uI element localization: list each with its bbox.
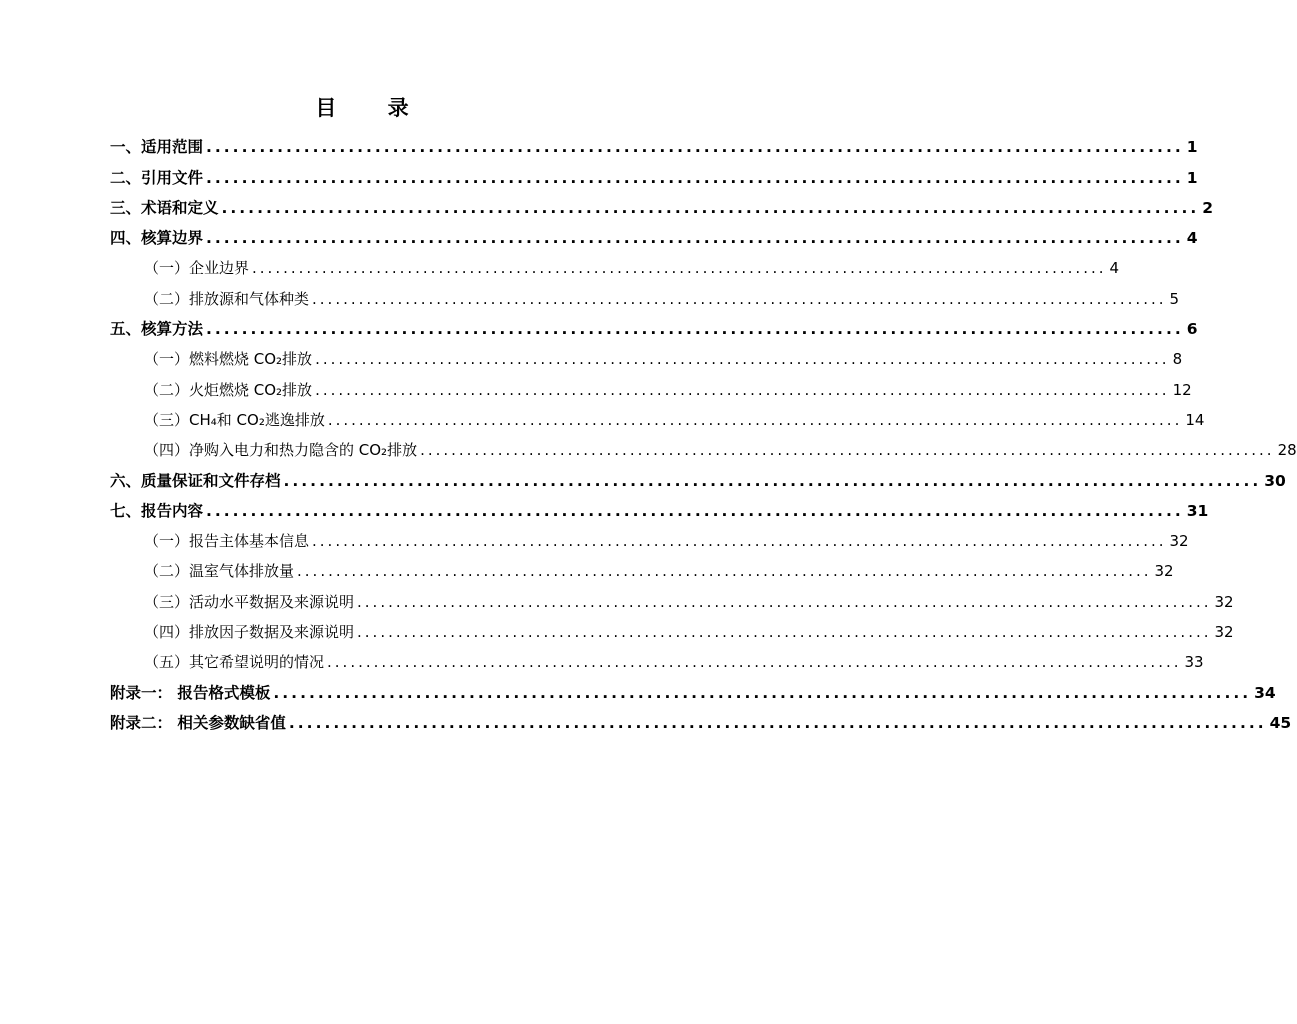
toc-page-number: 28 [1277,441,1297,460]
toc-entry-label: （二）火炬燃烧 CO₂排放 [144,380,313,399]
dot-leader: .............................................................................................................. [420,441,1275,460]
toc-entry-label: 一、适用范围 [110,138,204,157]
toc-subentry[interactable] [110,617,1234,647]
dot-leader: .............................................................................................................. [283,471,1262,490]
toc-subentry[interactable] [110,405,1205,435]
dot-leader: .............................................................................................................. [357,623,1212,642]
toc-subentry[interactable] [110,586,1234,616]
toc-page-number: 8 [1172,350,1183,369]
toc-page-number: 32 [1214,623,1234,642]
toc-entry-label: （五）其它希望说明的情况 [144,653,325,672]
toc-page-number: 6 [1186,320,1198,339]
toc-page-number: 5 [1169,289,1180,308]
toc-page-number: 12 [1172,380,1192,399]
toc-subentry[interactable] [110,435,1297,465]
dot-leader: .............................................................................................................. [315,380,1170,399]
toc-subentry[interactable] [110,374,1192,404]
toc-entry[interactable] [110,496,1209,526]
dot-leader: .............................................................................................................. [206,138,1184,157]
toc-entry-label: 六、质量保证和文件存档 [110,471,281,490]
toc-entry-label: （四）排放因子数据及来源说明 [144,623,355,642]
toc-entry[interactable] [110,677,1276,707]
page-title: 目 录 [315,96,431,120]
dot-leader: .............................................................................................................. [315,350,1170,369]
dot-leader: .............................................................................................................. [327,410,1183,429]
toc-subentry[interactable] [110,344,1183,374]
toc-entry-label: （三）CH₄和 CO₂逃逸排放 [144,410,325,429]
toc-entry[interactable] [110,162,1198,192]
toc-entry[interactable] [110,465,1286,495]
toc-page-number: 32 [1154,562,1174,581]
toc-page-number: 4 [1109,259,1120,278]
toc-page-number: 33 [1184,653,1204,672]
toc-subentry[interactable] [110,283,1180,313]
toc-entry-label: （一）燃料燃烧 CO₂排放 [144,350,313,369]
dot-leader: .............................................................................................................. [273,683,1252,702]
toc-subentry[interactable] [110,647,1204,677]
toc-entry-label: 七、报告内容 [110,501,204,520]
toc-page-number: 31 [1186,501,1209,520]
toc-entry-label: 四、核算边界 [110,229,204,248]
dot-leader: .............................................................................................................. [206,168,1184,187]
dot-leader: .............................................................................................................. [297,562,1152,581]
toc-subentry[interactable] [110,526,1189,556]
toc-entry[interactable] [110,132,1198,162]
toc-entry[interactable] [110,193,1214,223]
toc-page-number: 1 [1186,138,1198,157]
toc-entry-label: 三、术语和定义 [110,198,219,217]
toc-page-number: 34 [1254,683,1276,702]
toc-entry-label: 附录一： 报告格式模板 [110,683,271,702]
toc-page-number: 32 [1169,532,1189,551]
toc-page-number: 4 [1186,229,1198,248]
dot-leader: .............................................................................................................. [357,592,1212,611]
dot-leader: .............................................................................................................. [221,198,1200,217]
toc-entry-label: （二）排放源和气体种类 [144,289,310,308]
dot-leader: .............................................................................................................. [312,289,1167,308]
dot-leader: .............................................................................................................. [206,501,1184,520]
toc-subentry[interactable] [110,253,1120,283]
toc-page-number: 32 [1214,592,1234,611]
toc-subentry[interactable] [110,556,1174,586]
toc-entry-label: 附录二： 相关参数缺省值 [110,713,286,732]
dot-leader: .............................................................................................................. [206,320,1184,339]
toc-entry-label: （二）温室气体排放量 [144,562,295,581]
table-of-contents [110,132,1297,738]
toc-page-number: 2 [1202,198,1214,217]
toc-entry[interactable] [110,223,1198,253]
toc-entry-label: 二、引用文件 [110,168,204,187]
dot-leader: .............................................................................................................. [288,713,1267,732]
toc-page-number: 45 [1269,713,1292,732]
dot-leader: .............................................................................................................. [206,229,1184,248]
dot-leader: .............................................................................................................. [327,653,1182,672]
toc-entry-label: （四）净购入电力和热力隐含的 CO₂排放 [144,441,418,460]
toc-entry-label: （三）活动水平数据及来源说明 [144,592,355,611]
toc-page-number: 14 [1185,410,1205,429]
toc-entry-label: （一）报告主体基本信息 [144,532,310,551]
toc-entry[interactable] [110,708,1292,738]
toc-page-number: 1 [1186,168,1198,187]
toc-entry[interactable] [110,314,1198,344]
dot-leader: .............................................................................................................. [252,259,1107,278]
toc-entry-label: 五、核算方法 [110,320,204,339]
toc-page-number: 30 [1264,471,1286,490]
dot-leader: .............................................................................................................. [312,532,1167,551]
toc-entry-label: （一）企业边界 [144,259,250,278]
